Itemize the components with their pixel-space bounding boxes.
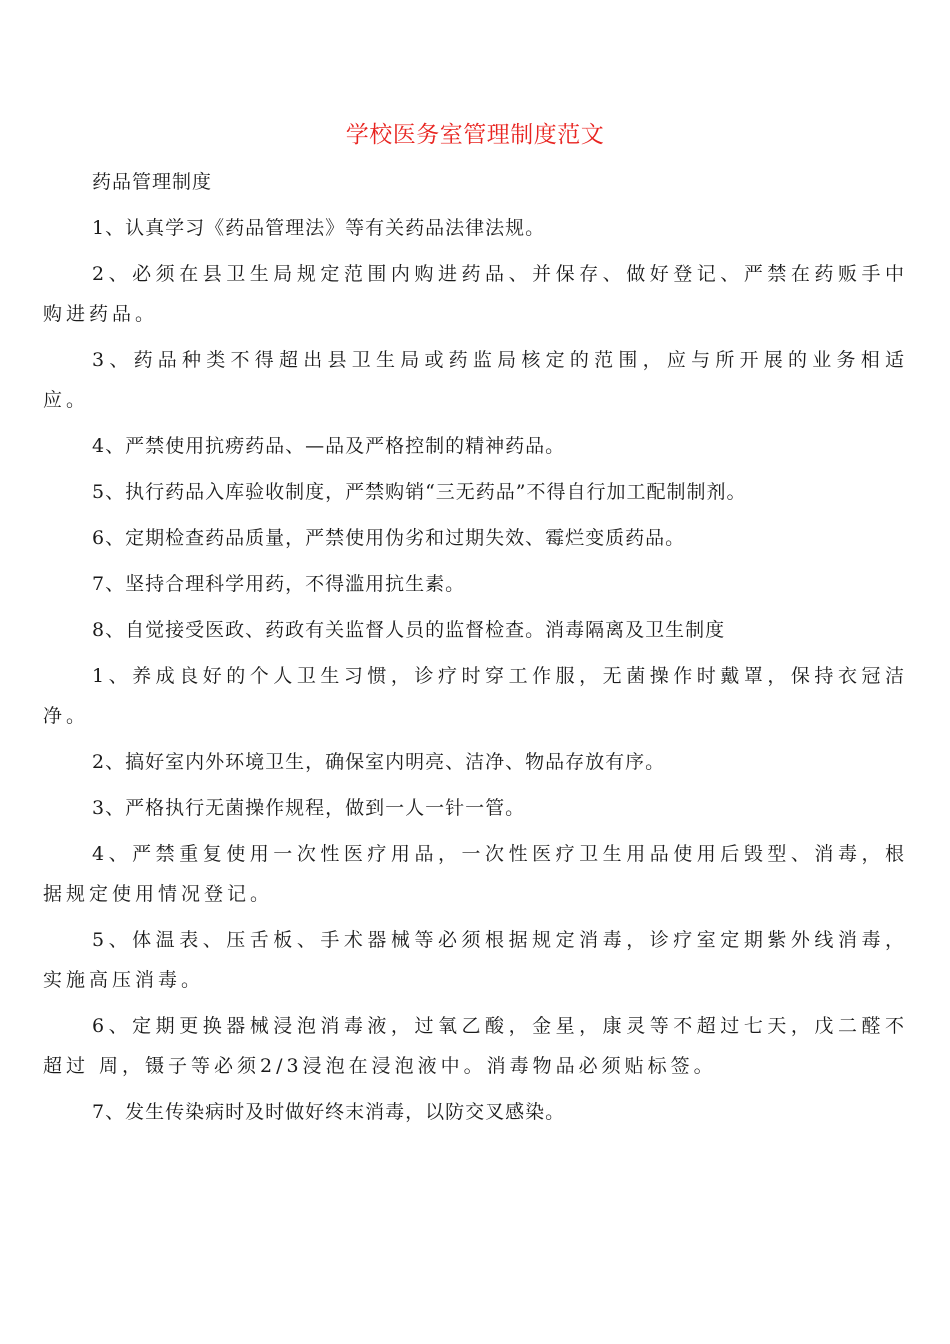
paragraph: 5、执行药品入库验收制度，严禁购销“三无药品”不得自行加工配制制剂。: [92, 481, 747, 503]
paragraph: 5、体温表、压舌板、手术器械等必须根据规定消毒，诊疗室定期紫外线消毒，实施高压消毒。: [43, 929, 908, 991]
paragraph: 4、严禁重复使用一次性医疗用品，一次性医疗卫生用品使用后毁型、消毒，根据规定使用情况登记。: [43, 843, 908, 905]
paragraph: 6、定期检查药品质量，严禁使用伪劣和过期失效、霉烂变质药品。: [92, 527, 686, 549]
section-heading-drug-management: 药品管理制度: [92, 171, 213, 193]
paragraph: 2、必须在县卫生局规定范围内购进药品、并保存、做好登记、严禁在药贩手中购进药品。: [43, 263, 908, 325]
paragraph: 1、认真学习《药品管理法》等有关药品法律法规。: [92, 217, 546, 239]
paragraph: 2、搞好室内外环境卫生，确保室内明亮、洁净、物品存放有序。: [92, 751, 666, 773]
paragraph: 3、药品种类不得超出县卫生局或药监局核定的范围，应与所开展的业务相适应。: [43, 349, 908, 411]
paragraph: 6、定期更换器械浸泡消毒液，过氧乙酸，金星，康灵等不超过七天，戊二醛不超过 周，镊子等必须2/3浸泡在浸泡液中。消毒物品必须贴标签。: [43, 1015, 908, 1077]
document-title: 学校医务室管理制度范文: [345, 122, 605, 148]
paragraph: 1、养成良好的个人卫生习惯，诊疗时穿工作服，无菌操作时戴罩，保持衣冠洁净。: [43, 665, 908, 727]
paragraph: 7、发生传染病时及时做好终末消毒，以防交叉感染。: [92, 1101, 566, 1123]
paragraph: 4、严禁使用抗痨药品、—品及严格控制的精神药品。: [92, 435, 566, 457]
paragraph: 3、严格执行无菌操作规程，做到一人一针一管。: [92, 797, 526, 819]
paragraph: 7、坚持合理科学用药，不得滥用抗生素。: [92, 573, 466, 595]
document-body: [43, 162, 908, 1138]
paragraph: 8、自觉接受医政、药政有关监督人员的监督检查。消毒隔离及卫生制度: [92, 619, 726, 641]
